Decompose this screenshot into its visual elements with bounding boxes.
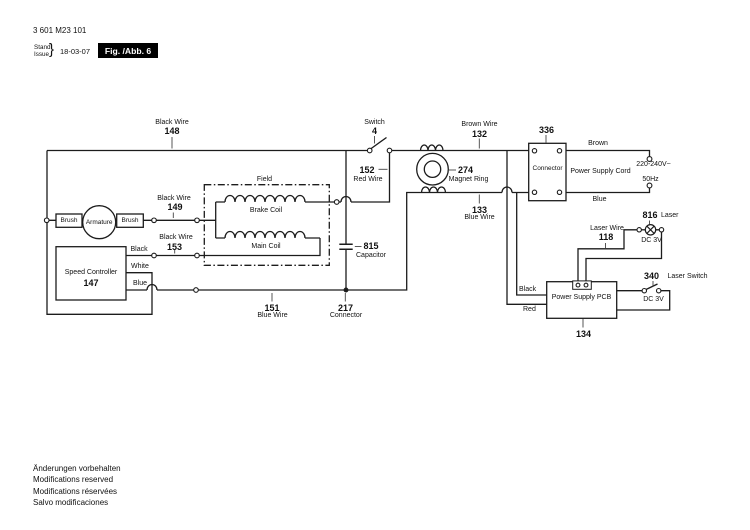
- label-switch-4-ref: 4: [371, 126, 378, 136]
- label-laser-switch-name: Laser Switch: [667, 273, 708, 280]
- label-brush-right: Brush: [121, 216, 139, 224]
- label-wire-132-name: Brown Wire: [461, 121, 498, 128]
- label-laser-ref: 816: [642, 210, 658, 220]
- connector-pin: [557, 190, 561, 194]
- label-switch-4-name: Switch: [364, 118, 385, 126]
- label-wire-133-ref: 133: [471, 205, 488, 215]
- main-coil: [225, 232, 305, 238]
- label-field: Field: [256, 175, 273, 183]
- label-speed-controller-ref: 147: [83, 277, 99, 288]
- magnet-coil-top: [421, 145, 444, 150]
- label-magnet-ring-name: Magnet Ring: [448, 175, 489, 183]
- label-pcb-ref: 134: [575, 329, 592, 339]
- stand-label: Stand: [34, 44, 51, 51]
- lamp-terminal-left: [637, 228, 641, 232]
- switch-340-contact-right: [657, 289, 661, 293]
- label-sc-blue: Blue: [133, 280, 148, 287]
- switch-4-contact-right: [387, 148, 392, 153]
- label-cord-blue: Blue: [592, 195, 607, 203]
- label-speed-controller-name: Speed Controller: [64, 269, 118, 276]
- label-wire-153-ref: 153: [166, 241, 183, 252]
- label-laser-voltage: DC 3V: [641, 237, 662, 244]
- label-wire-148-ref: 148: [164, 126, 180, 136]
- connector-pin: [532, 149, 536, 153]
- figure-badge: Fig. /Abb. 6: [98, 43, 158, 58]
- label-main-coil: Main Coil: [251, 242, 281, 250]
- label-wire-149-ref: 149: [167, 202, 183, 212]
- label-wire-153-name: Black Wire: [159, 234, 193, 241]
- wire-black-tap: [517, 193, 547, 296]
- label-laser-switch-ref: 340: [644, 271, 660, 281]
- switch-4-contact-left: [367, 148, 372, 153]
- part-number: 3 601 M23 101: [33, 26, 87, 35]
- label-wire-132-ref: 132: [471, 128, 488, 139]
- issue-date: 18-03-07: [60, 46, 91, 56]
- label-wire-133-name: Blue Wire: [464, 213, 495, 221]
- switch-340-contact-left: [642, 289, 646, 293]
- footer-line-fr: Modifications réservées: [33, 486, 118, 496]
- label-pcb-red: Red: [523, 305, 536, 313]
- label-capacitor-name: Capacitor: [356, 251, 386, 259]
- label-laser-switch-voltage: DC 3V: [643, 295, 664, 303]
- label-magnet-ring-ref: 274: [458, 164, 474, 175]
- label-connector-336-name: Connector: [532, 165, 563, 172]
- label-wire-152-ref: 152: [359, 164, 375, 175]
- connector-pin: [532, 190, 536, 194]
- label-sc-black: Black: [130, 245, 148, 253]
- label-cord-name: Power Supply Cord: [570, 167, 631, 175]
- label-laser-name: Laser: [661, 211, 679, 219]
- connector-pin: [557, 149, 561, 153]
- pcb-terminal-box: [573, 281, 592, 289]
- magnet-coil-bottom: [422, 187, 446, 193]
- mains-terminal-bottom: [647, 183, 652, 188]
- label-connector-336-ref: 336: [538, 125, 555, 135]
- label-capacitor-ref: 815: [363, 241, 379, 251]
- wire-cord-brown: [566, 151, 650, 157]
- footer-line-de: Änderungen vorbehalten: [33, 464, 121, 473]
- label-sc-white: White: [131, 262, 149, 270]
- label-connector-217-name: Connector: [329, 312, 363, 319]
- label-pcb-black: Black: [519, 285, 537, 293]
- label-cord-brown: Brown: [588, 140, 608, 147]
- label-wire-148-name: Black Wire: [155, 118, 189, 126]
- label-cord-voltage: 220-240V~: [636, 161, 671, 168]
- pcb-terminal: [576, 283, 580, 287]
- stand-issue-brace: }: [49, 41, 55, 58]
- label-armature: Armature: [85, 218, 113, 226]
- footer-notice: [33, 463, 121, 508]
- wire-cord-blue: [566, 188, 650, 193]
- capacitor-plates: [339, 244, 352, 249]
- label-laser-wire-name: Laser Wire: [590, 224, 624, 232]
- pcb-terminal: [584, 283, 588, 287]
- footer-line-es: Salvo modificaciones: [33, 497, 109, 507]
- label-wire-151-name: Blue Wire: [257, 312, 288, 319]
- label-wire-149-name: Black Wire: [157, 194, 191, 202]
- switch-340-lever: [646, 284, 658, 290]
- label-wire-151-ref: 151: [264, 303, 280, 313]
- switch-4-lever: [371, 138, 387, 150]
- label-laser-wire-ref: 118: [598, 232, 614, 242]
- label-brush-left: Brush: [60, 216, 78, 224]
- junction-dot: [344, 288, 348, 292]
- laser-lamp-icon: [645, 225, 655, 235]
- lamp-terminal-right: [659, 228, 663, 232]
- label-pcb-name: Power Supply PCB: [551, 293, 612, 301]
- issue-label: Issue: [34, 51, 50, 58]
- footer-line-en: Modifications reserved: [33, 475, 114, 485]
- label-brake-coil: Brake Coil: [249, 206, 283, 214]
- label-cord-frequency: 50Hz: [642, 175, 659, 183]
- magnet-ring-inner: [424, 161, 440, 177]
- brake-coil: [225, 196, 305, 203]
- label-connector-217-ref: 217: [337, 303, 354, 313]
- label-wire-152-name: Red Wire: [353, 176, 383, 183]
